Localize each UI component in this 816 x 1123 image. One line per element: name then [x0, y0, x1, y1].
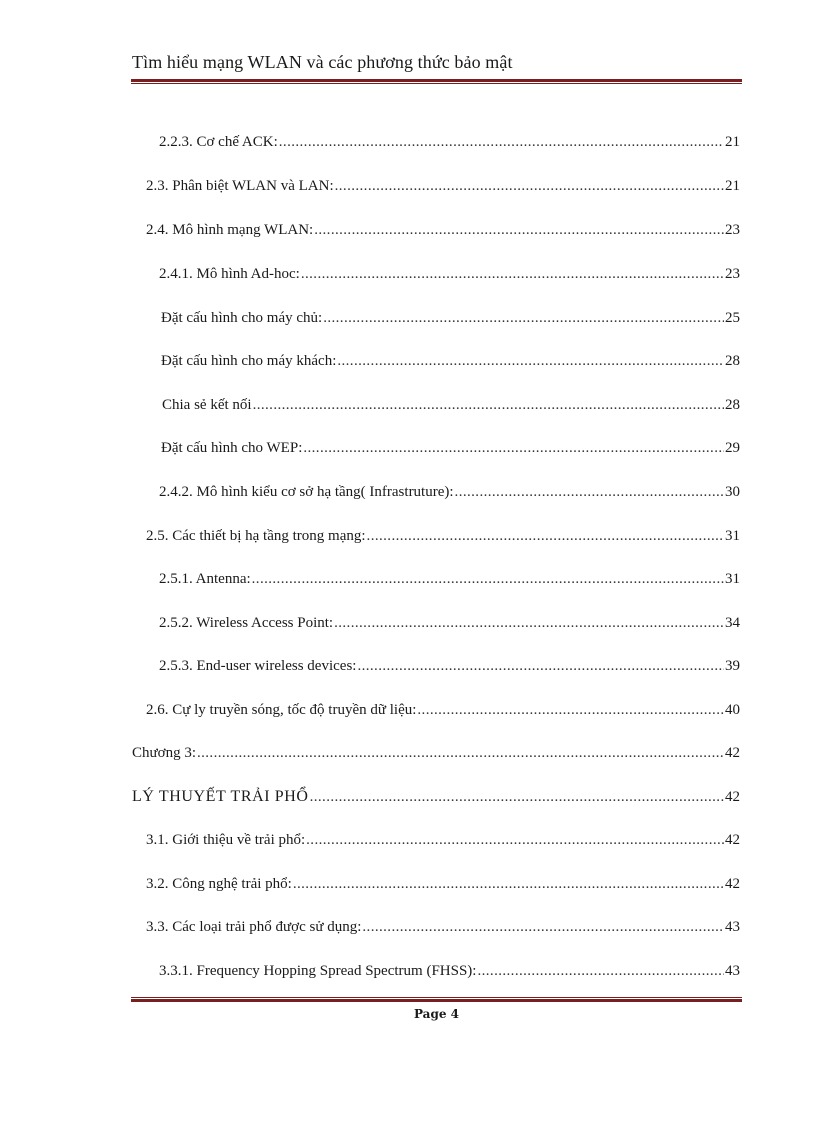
toc-dot-leader [337, 351, 724, 371]
toc-entry-label: 3.3.1. Frequency Hopping Spread Spectrum (FHSS): [159, 963, 477, 979]
toc-dot-leader [334, 613, 724, 633]
toc-entry[interactable] [146, 220, 740, 240]
toc-entry[interactable] [159, 264, 740, 284]
toc-entry-page: 28 [725, 397, 740, 413]
toc-entry-label: Đặt cấu hình cho WEP: [161, 440, 303, 456]
toc-entry[interactable] [132, 787, 740, 807]
toc-entry[interactable] [132, 743, 740, 763]
toc-entry[interactable] [159, 569, 740, 589]
toc-dot-leader [197, 743, 724, 763]
toc-entry-label: 2.5.3. End-user wireless devices: [159, 658, 357, 674]
toc-entry[interactable] [159, 132, 740, 152]
toc-entry-label: Chương 3: [132, 745, 196, 761]
toc-entry-page: 30 [725, 484, 740, 500]
toc-entry[interactable] [146, 176, 740, 196]
toc-entry[interactable] [162, 395, 740, 415]
toc-entry[interactable] [161, 308, 740, 328]
toc-entry[interactable] [161, 438, 740, 458]
toc-entry-label: 2.5.1. Antenna: [159, 571, 251, 587]
toc-dot-leader [252, 569, 724, 589]
toc-entry[interactable] [146, 526, 740, 546]
toc-dot-leader [323, 308, 724, 328]
toc-entry-label: 3.1. Giới thiệu về trải phổ: [146, 832, 306, 848]
toc-dot-leader [362, 917, 724, 937]
toc-dot-leader [301, 264, 724, 284]
toc-dot-leader [253, 395, 724, 415]
toc-entry-label: 3.3. Các loại trải phổ được sử dụng: [146, 919, 362, 935]
toc-dot-leader [417, 700, 724, 720]
toc-entry[interactable] [146, 830, 740, 850]
toc-entry-label: Đặt cấu hình cho máy khách: [161, 353, 337, 369]
toc-entry-label: 2.2.3. Cơ chế ACK: [159, 134, 278, 150]
toc-dot-leader [314, 220, 724, 240]
toc-entry-label: Chia sẻ kết nối [162, 397, 252, 413]
toc-dot-leader [279, 132, 724, 152]
toc-entry-label: 2.4. Mô hình mạng WLAN: [146, 222, 314, 238]
toc-entry-page: 42 [725, 832, 740, 848]
running-header-title: Tìm hiểu mạng WLAN và các phương thức bảo mật [132, 52, 513, 72]
toc-entry-label: 2.6. Cự ly truyền sóng, tốc độ truyền dữ liệu: [146, 702, 417, 718]
toc-entry[interactable] [159, 613, 740, 633]
toc-dot-leader [306, 830, 724, 850]
toc-entry-page: 28 [725, 353, 740, 369]
toc-dot-leader [335, 176, 724, 196]
toc-entry-page: 34 [725, 615, 740, 631]
toc-entry-label: 2.5. Các thiết bị hạ tầng trong mạng: [146, 528, 366, 544]
toc-entry-label: 2.4.2. Mô hình kiểu cơ sở hạ tầng( Infrastruture): [159, 484, 454, 500]
toc-entry[interactable] [159, 656, 740, 676]
toc-entry-page: 40 [725, 702, 740, 718]
toc-dot-leader [477, 961, 724, 981]
footer-rule [131, 997, 742, 1002]
toc-entry-label: 2.4.1. Mô hình Ad-hoc: [159, 266, 300, 282]
toc-dot-leader [367, 526, 724, 546]
toc-entry[interactable] [146, 917, 740, 937]
toc-entry-page: 42 [725, 745, 740, 761]
toc-entry-page: 43 [725, 919, 740, 935]
toc-entry[interactable] [146, 874, 740, 894]
toc-entry-page: 42 [725, 789, 740, 805]
toc-entry-label: LÝ THUYẾT TRẢI PHỔ [132, 788, 309, 805]
toc-entry-page: 39 [725, 658, 740, 674]
toc-entry-page: 21 [725, 178, 740, 194]
toc-dot-leader [303, 438, 724, 458]
page-number-footer: Page 4 [413, 1007, 460, 1021]
toc-dot-leader [357, 656, 724, 676]
toc-entry-page: 23 [725, 222, 740, 238]
toc-entry[interactable] [146, 700, 740, 720]
toc-entry-label: 2.5.2. Wireless Access Point: [159, 615, 334, 631]
toc-entry-page: 21 [725, 134, 740, 150]
toc-entry-page: 43 [725, 963, 740, 979]
toc-entry-page: 23 [725, 266, 740, 282]
toc-entry[interactable] [159, 961, 740, 981]
header-rule [131, 79, 742, 84]
toc-entry-label: 3.2. Công nghệ trải phổ: [146, 876, 292, 892]
toc-dot-leader [293, 874, 724, 894]
toc-entry-label: 2.3. Phân biệt WLAN và LAN: [146, 178, 334, 194]
toc-dot-leader [455, 482, 724, 502]
toc-entry-page: 25 [725, 310, 740, 326]
toc-entry-label: Đặt cấu hình cho máy chủ: [161, 310, 323, 326]
toc-entry-page: 29 [725, 440, 740, 456]
toc-entry[interactable] [159, 482, 740, 502]
toc-entry-page: 42 [725, 876, 740, 892]
toc-entry-page: 31 [725, 528, 740, 544]
toc-dot-leader [310, 787, 724, 807]
toc-entry-page: 31 [725, 571, 740, 587]
toc-entry[interactable] [161, 351, 740, 371]
